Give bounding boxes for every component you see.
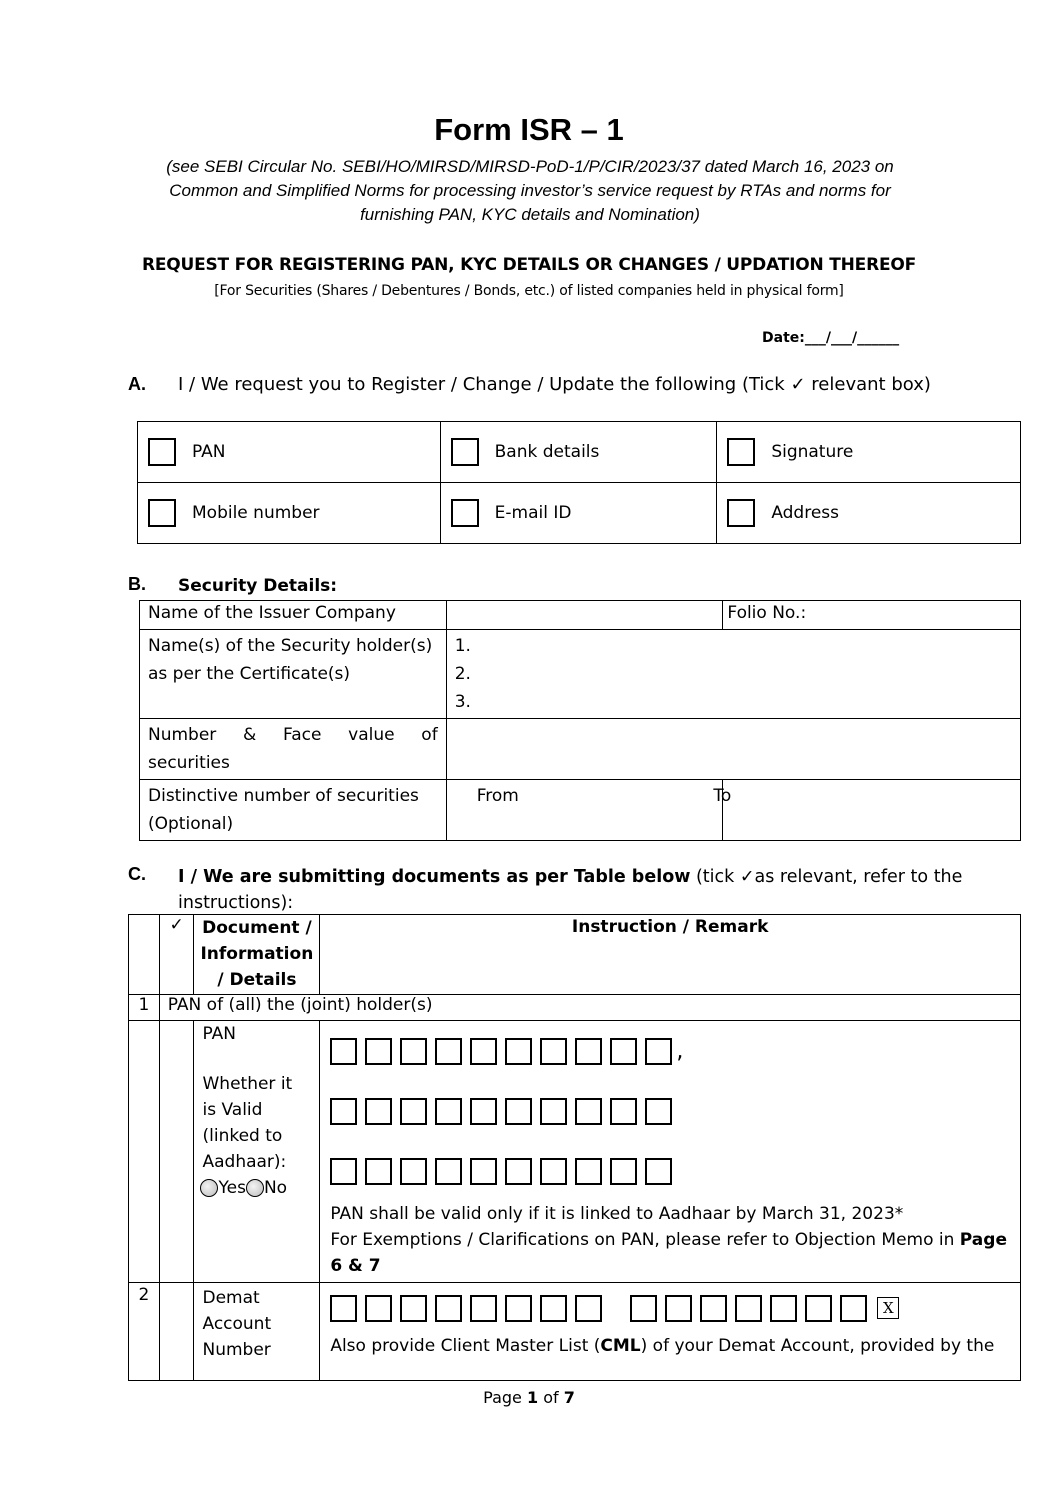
issuer-label: Name of the Issuer Company	[140, 601, 447, 630]
character-input-box[interactable]	[575, 1158, 602, 1185]
character-input-box[interactable]	[400, 1098, 427, 1125]
section-c-text-1: (tick	[695, 867, 735, 887]
page-prefix: Page	[483, 1388, 522, 1407]
distinctive-label-line-1: Distinctive number of securities	[148, 786, 419, 806]
check-icon: ✓	[790, 374, 806, 395]
character-input-box[interactable]	[665, 1295, 692, 1322]
character-input-box[interactable]	[840, 1295, 867, 1322]
col-remark-header: Instruction / Remark	[320, 915, 1021, 995]
pan-input-3[interactable]	[330, 1141, 1020, 1201]
yes-label: Yes	[218, 1178, 246, 1198]
demat-label-line-1: Demat	[202, 1288, 260, 1308]
character-input-box[interactable]	[330, 1038, 357, 1065]
character-input-box[interactable]	[400, 1158, 427, 1185]
character-input-box[interactable]	[575, 1038, 602, 1065]
demat-doc-cell	[194, 1283, 320, 1381]
row-pan-number	[129, 1021, 160, 1283]
check-icon: ✓	[169, 915, 184, 935]
holder-3[interactable]: 3.	[454, 692, 471, 712]
section-c-text	[178, 864, 968, 916]
demat-input[interactable]	[330, 1283, 1020, 1333]
option-email-id-label: E-mail ID	[494, 503, 572, 523]
face-value-label-line-1: Number & Face value of	[148, 725, 438, 745]
valid-label-line-1: Whether it	[202, 1074, 293, 1094]
documents-table	[128, 914, 1021, 1381]
holders-label-line-2: as per the Certificate(s)	[148, 664, 351, 684]
character-input-box[interactable]	[540, 1038, 567, 1065]
checkbox-bank-details[interactable]	[451, 438, 479, 466]
demat-label-line-3: Number	[202, 1340, 271, 1360]
folio-label: Folio No.:	[727, 603, 807, 623]
demat-note-2: ) of your Demat Account, provided by the	[640, 1336, 995, 1356]
character-input-box[interactable]	[365, 1295, 392, 1322]
character-input-box[interactable]	[470, 1038, 497, 1065]
date-field[interactable]: Date:___/___/______	[762, 330, 900, 346]
character-input-box[interactable]	[505, 1038, 532, 1065]
character-input-box[interactable]	[365, 1098, 392, 1125]
character-input-box[interactable]	[575, 1295, 602, 1322]
demat-note-1: Also provide Client Master List (	[330, 1336, 601, 1356]
character-input-box[interactable]	[540, 1158, 567, 1185]
pan-notes	[330, 1201, 1020, 1281]
character-input-box[interactable]	[805, 1295, 832, 1322]
pan-label: PAN	[202, 1024, 236, 1044]
section-c-text-3: instructions):	[178, 893, 294, 913]
holder-2[interactable]: 2.	[454, 664, 471, 684]
character-input-box[interactable]	[435, 1158, 462, 1185]
character-input-box[interactable]	[330, 1295, 357, 1322]
page-footer	[0, 1388, 1058, 1407]
yes-radio[interactable]	[200, 1179, 218, 1197]
col-number-header	[129, 915, 160, 995]
distinctive-to[interactable]	[713, 780, 1021, 841]
distinctive-label-line-2: (Optional)	[148, 814, 234, 834]
from-label: From	[476, 786, 519, 806]
no-radio[interactable]	[246, 1179, 264, 1197]
valid-label-line-3: (linked to	[202, 1126, 283, 1146]
pan-note-2: For Exemptions / Clarifications on PAN, please refer to Objection Memo in	[330, 1230, 955, 1250]
to-label: To	[713, 786, 732, 806]
character-input-box[interactable]	[645, 1098, 672, 1125]
demat-note-cml: CML	[600, 1336, 641, 1356]
character-input-box[interactable]	[505, 1098, 532, 1125]
aadhaar-radio-group	[200, 1175, 319, 1201]
col-document-header-line-1: Document /	[202, 918, 312, 938]
issuer-input[interactable]	[446, 601, 723, 630]
character-input-box[interactable]	[400, 1295, 427, 1322]
demat-remark-cell	[320, 1283, 1021, 1381]
character-input-box[interactable]	[470, 1158, 497, 1185]
option-pan-label: PAN	[192, 442, 226, 462]
face-value-input[interactable]	[446, 719, 1020, 780]
security-details-table	[139, 600, 1021, 841]
section-c-text-bold: I / We are submitting documents as per Table below	[178, 867, 691, 887]
character-input-box[interactable]	[470, 1295, 497, 1322]
no-label: No	[263, 1178, 288, 1198]
character-input-box[interactable]	[770, 1295, 797, 1322]
checkbox-pan[interactable]	[148, 438, 176, 466]
character-input-box[interactable]	[505, 1158, 532, 1185]
page-of: of	[543, 1388, 559, 1407]
option-address[interactable]	[717, 483, 1021, 544]
holder-1[interactable]: 1.	[454, 636, 471, 656]
pan-remark-cell	[320, 1021, 1021, 1283]
row-1-number: 1	[129, 995, 160, 1021]
folio-field[interactable]	[723, 601, 1021, 630]
section-b-title: Security Details:	[178, 576, 338, 596]
character-input-box[interactable]	[575, 1098, 602, 1125]
section-b-letter: B.	[128, 574, 146, 594]
holders-label	[140, 630, 447, 719]
character-input-box[interactable]	[470, 1098, 497, 1125]
row-demat-check[interactable]	[159, 1283, 194, 1381]
character-input-box[interactable]	[610, 1038, 637, 1065]
character-input-box[interactable]	[400, 1038, 427, 1065]
pan-note-pages: 6 & 7	[330, 1256, 381, 1276]
option-signature[interactable]	[717, 422, 1021, 483]
col-document-header-line-3: / Details	[217, 970, 297, 990]
form-heading: REQUEST FOR REGISTERING PAN, KYC DETAILS OR CHANGES / UPDATION THEREOF	[141, 255, 917, 275]
form-subtitle	[140, 155, 920, 227]
checkbox-signature[interactable]	[727, 438, 755, 466]
character-input-box[interactable]	[330, 1158, 357, 1185]
pan-comma: ,	[676, 1038, 684, 1064]
checkbox-address[interactable]	[727, 499, 755, 527]
col-document-header	[194, 915, 320, 995]
holders-input[interactable]	[446, 630, 1020, 719]
section-a-text	[178, 374, 931, 395]
holders-label-line-1: Name(s) of the Security holder(s)	[148, 636, 433, 656]
character-input-box[interactable]	[610, 1158, 637, 1185]
character-input-box[interactable]	[610, 1098, 637, 1125]
section-c-letter: C.	[128, 864, 146, 884]
character-input-box[interactable]	[540, 1295, 567, 1322]
face-value-label-line-2: securities	[148, 753, 230, 773]
character-input-box[interactable]	[330, 1098, 357, 1125]
demat-label-line-2: Account	[202, 1314, 272, 1334]
character-input-box[interactable]	[435, 1098, 462, 1125]
pan-input-2[interactable]	[330, 1081, 1020, 1141]
subtitle-line-2: Common and Simplified Norms for processing investor’s service request by RTAs and norms for	[169, 181, 891, 200]
section-a-options-table	[137, 421, 1021, 544]
checkbox-email-id[interactable]	[451, 499, 479, 527]
character-input-box[interactable]	[540, 1098, 567, 1125]
character-input-box[interactable]	[365, 1158, 392, 1185]
character-input-box[interactable]	[700, 1295, 727, 1322]
page-total: 7	[563, 1388, 575, 1407]
face-value-label	[140, 719, 447, 780]
valid-label-line-4: Aadhaar):	[202, 1152, 287, 1172]
subtitle-line-3: furnishing PAN, KYC details and Nomination)	[360, 205, 700, 224]
option-bank-details-label: Bank details	[494, 442, 600, 462]
pan-input-1[interactable]	[330, 1021, 1020, 1081]
character-input-box[interactable]	[735, 1295, 762, 1322]
option-bank-details[interactable]	[440, 422, 717, 483]
option-mobile-number[interactable]	[138, 483, 441, 544]
demat-note	[330, 1333, 1020, 1359]
row-1-title: PAN of (all) the (joint) holder(s)	[159, 995, 1020, 1021]
character-input-box[interactable]	[505, 1295, 532, 1322]
character-input-box[interactable]	[435, 1038, 462, 1065]
checkbox-mobile-number[interactable]	[148, 499, 176, 527]
character-input-box[interactable]	[645, 1038, 672, 1065]
row-pan-check[interactable]	[159, 1021, 194, 1283]
subtitle-line-1: (see SEBI Circular No. SEBI/HO/MIRSD/MIRSD-PoD-1/P/CIR/2023/37 dated March 16, 2023 on	[166, 157, 894, 176]
section-a-text-after: relevant box)	[811, 374, 931, 395]
character-input-box[interactable]	[645, 1158, 672, 1185]
check-icon: ✓	[739, 867, 755, 887]
form-heading-note: [For Securities (Shares / Debentures / Bonds, etc.) of listed companies held in physical form]	[214, 283, 844, 299]
character-input-box[interactable]	[630, 1295, 657, 1322]
page-number: 1	[526, 1388, 539, 1407]
valid-label-line-2: is Valid	[202, 1100, 263, 1120]
col-check-header	[159, 915, 194, 995]
col-document-header-line-2: Information	[200, 944, 314, 964]
row-2-number: 2	[129, 1283, 160, 1381]
form-title: Form ISR – 1	[434, 112, 624, 147]
x-box-icon: X	[877, 1297, 899, 1319]
option-signature-label: Signature	[771, 442, 854, 462]
distinctive-label	[140, 780, 447, 841]
option-email-id[interactable]	[440, 483, 717, 544]
pan-note-page: Page	[959, 1230, 1007, 1250]
section-a-letter: A.	[128, 374, 146, 394]
option-address-label: Address	[771, 503, 840, 523]
character-input-box[interactable]	[365, 1038, 392, 1065]
section-a-text-before: I / We request you to Register / Change / Update the following (Tick	[178, 374, 785, 395]
character-input-box[interactable]	[435, 1295, 462, 1322]
pan-note-1: PAN shall be valid only if it is linked to Aadhaar by March 31, 2023*	[330, 1204, 904, 1224]
option-pan[interactable]	[138, 422, 441, 483]
section-c-text-2: as relevant, refer to the	[754, 867, 963, 887]
distinctive-from[interactable]	[446, 780, 723, 841]
pan-doc-cell	[194, 1021, 320, 1283]
option-mobile-number-label: Mobile number	[192, 503, 320, 523]
